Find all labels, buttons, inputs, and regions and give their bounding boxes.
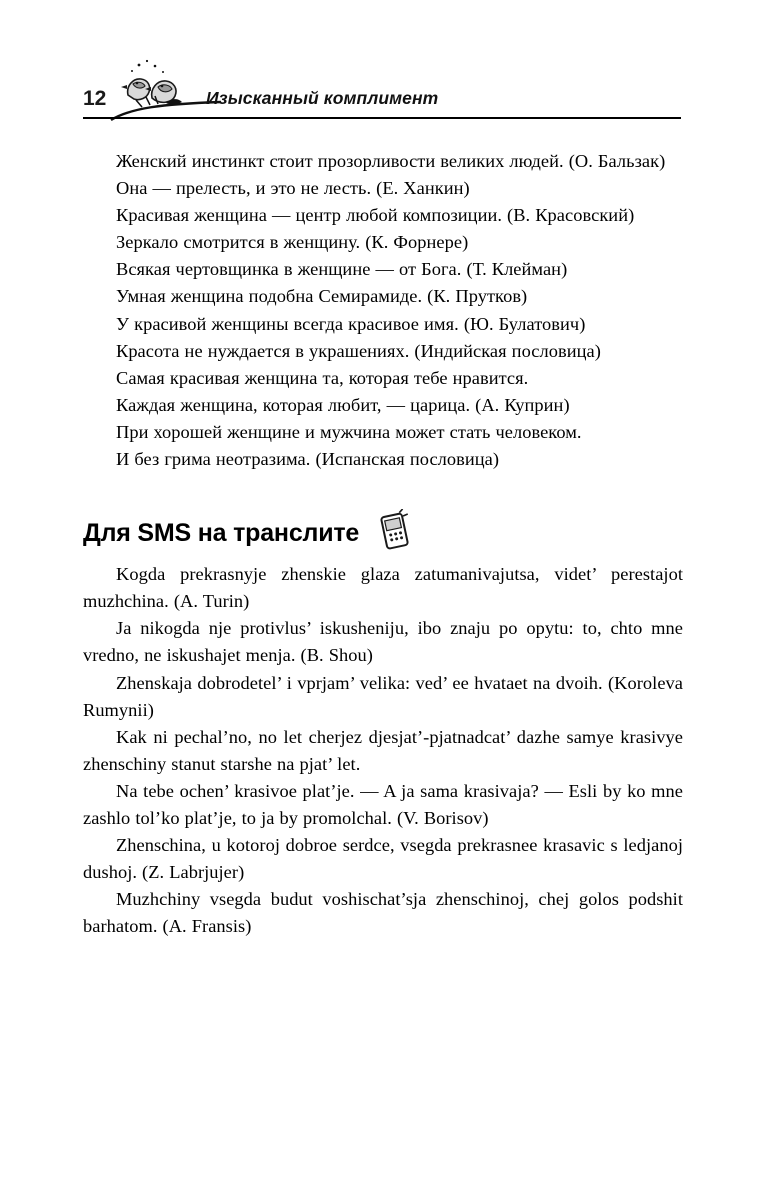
- translit-quote-paragraph: Muzhchiny vsegda budut voshischat’sja zhenschinoj, chej golos podshit barhatom. (A. Fransis): [83, 889, 683, 937]
- running-title: Изысканный комплимент: [206, 88, 439, 108]
- section-heading: [83, 509, 683, 555]
- quote-paragraph: Всякая чертовщинка в женщине — от Бога. (Т. Клейман): [116, 259, 568, 280]
- quote-paragraph: Красивая женщина — центр любой композиции. (В. Красовский): [116, 205, 635, 226]
- translit-quote-paragraph: Ja nikogda nje protivlus’ iskusheniju, ibo znaju po opytu: to, chto mne vredno, ne iskushajet menja. (B. Shou): [83, 618, 683, 666]
- section-heading-text: Для SMS на транслите: [83, 519, 360, 548]
- quote-paragraph: Каждая женщина, которая любит, — царица. (А. Куприн): [116, 394, 570, 415]
- translit-quote-paragraph: Kogda prekrasnyje zhenskie glaza zatumanivajutsa, videt’ perestajot muzhchina. (A. Turin): [83, 564, 683, 612]
- quote-paragraph: При хорошей женщине и мужчина может стать человеком.: [116, 421, 582, 442]
- translit-quote-paragraph: Kak ni pechal’no, no let cherjez djesjat’-pjatnadcat’ dazhe samye krasivye zhenschiny stanut starshe na pjat’ let.: [83, 726, 683, 774]
- page-content: [83, 148, 683, 940]
- quote-paragraph: Умная женщина подобна Семирамиде. (К. Прутков): [116, 286, 528, 307]
- quote-paragraph: У красивой женщины всегда красивое имя. (Ю. Булатович): [116, 313, 586, 334]
- translit-quote-paragraph: Zhenschina, u kotoroj dobroe serdce, vsegda prekrasnee krasavic s ledjanoj dushoj. (Z. Labrjujer): [83, 835, 683, 883]
- translit-quote-paragraph: Na tebe ochen’ krasivoe plat’je. — A ja sama krasivaja? — Esli by ko mne zashlo tol’ko plat’je, to ja by promolchal. (V. Borisov): [83, 780, 683, 828]
- quote-paragraph: Она — прелесть, и это не лесть. (Е. Ханкин): [116, 178, 470, 199]
- header-divider: [83, 117, 681, 119]
- quote-paragraph: Женский инстинкт стоит прозорливости великих людей. (О. Бальзак): [116, 151, 666, 171]
- quote-paragraph: Зеркало смотрится в женщину. (К. Форнере): [116, 232, 469, 253]
- page-number: 12: [83, 87, 107, 110]
- quote-paragraph: Красота не нуждается в украшениях. (Индийская пословица): [116, 340, 601, 361]
- translit-quote-paragraph: Zhenskaja dobrodetel’ i vprjam’ velika: ved’ ee hvataet na dvoih. (Koroleva Rumynii): [83, 672, 683, 720]
- mobile-phone-icon: [373, 509, 417, 553]
- quote-paragraph: И без грима неотразима. (Испанская пословица): [116, 449, 500, 470]
- page-header: [83, 62, 683, 122]
- quote-paragraph: Самая красивая женщина та, которая тебе нравится.: [116, 367, 529, 388]
